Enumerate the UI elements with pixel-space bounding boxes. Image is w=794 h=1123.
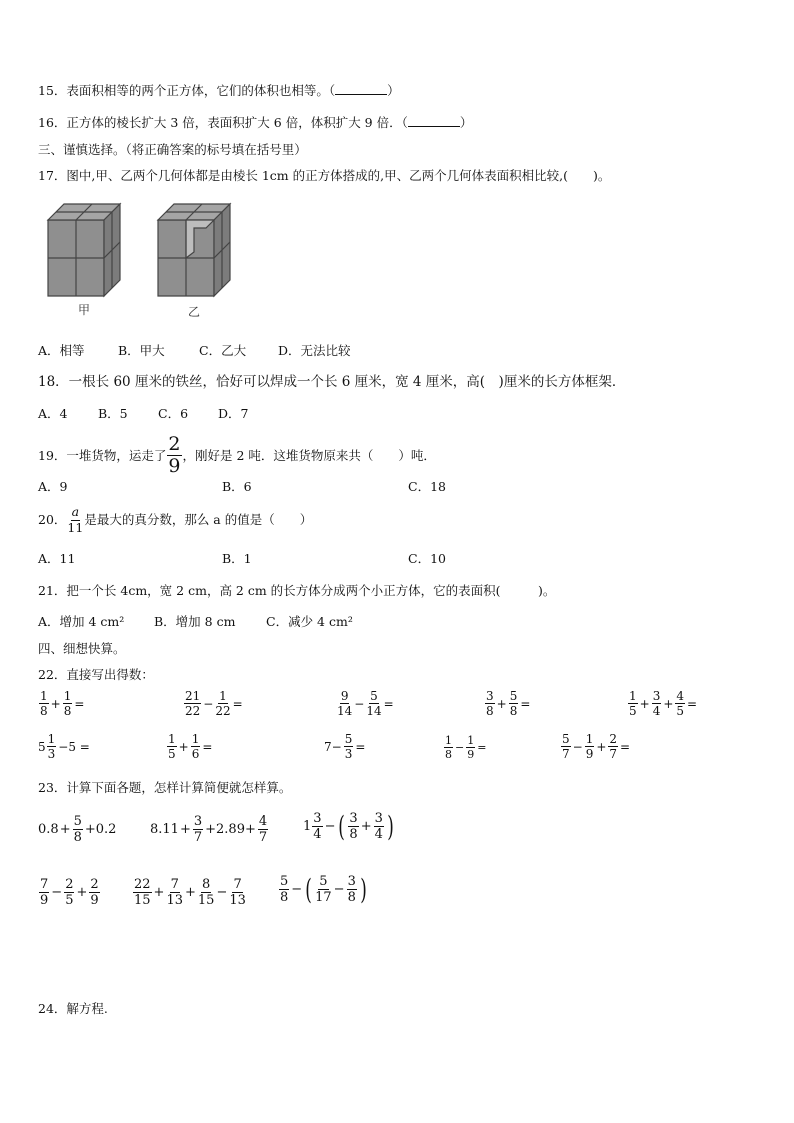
option-a[interactable]: A．4 — [38, 406, 68, 421]
cube-figures — [38, 196, 258, 324]
expression: 7− $\frac{5}{3}$ = — [324, 732, 366, 761]
option-b[interactable]: B．5 — [98, 406, 128, 421]
fraction: $\frac{2}{9}$ — [168, 433, 181, 477]
question-18: 18．一根长 60 厘米的铁丝，恰好可以焊成一个长 6 厘米，宽 4 厘米，高( )厘米的长方体框架． — [38, 374, 626, 390]
expression: $\frac{22}{15}$ + $\frac{7}{13}$ + $\frac{8}{15}$ − $\frac{7}{13}$ — [134, 877, 246, 908]
option-a[interactable]: A．11 — [38, 551, 76, 566]
question-17: 17．图中,甲、乙两个几何体都是由棱长 1cm 的正方体搭成的,甲、乙两个几何体表面积相比较,( )。 — [38, 168, 611, 183]
expression: $\frac{21}{22}$ − $\frac{1}{22}$ = — [185, 689, 243, 718]
option-a[interactable]: A．相等 — [38, 343, 85, 358]
option-c[interactable]: C．10 — [408, 551, 446, 566]
expression: $\frac{1}{8}$ + $\frac{1}{8}$ = — [40, 689, 85, 718]
question-16: 16．正方体的棱长扩大 3 倍，表面积扩大 6 倍，体积扩大 9 倍．（ ） — [38, 115, 473, 130]
section-3-heading: 三、谨慎选择。（将正确答案的标号填在括号里） — [38, 142, 307, 157]
option-a[interactable]: A．9 — [38, 479, 68, 494]
question-23-title: 23．计算下面各题，怎样计算简便就怎样算。 — [38, 780, 292, 795]
option-a[interactable]: A．增加 4 cm² — [38, 614, 125, 629]
section-4-heading: 四、细想快算。 — [38, 641, 126, 656]
expression: $\frac{1}{5}$ + $\frac{3}{4}$ + $\frac{4}{5}$ = — [629, 689, 698, 718]
label-jia: 甲 — [78, 303, 91, 317]
option-c[interactable]: C．减少 4 cm² — [266, 614, 353, 629]
option-b[interactable]: B．6 — [222, 479, 252, 494]
expression: $\frac{5}{7}$ − $\frac{1}{9}$ + $\frac{2}{7}$ = — [562, 732, 631, 761]
expression: $\frac{3}{8}$ + $\frac{5}{8}$ = — [486, 689, 531, 718]
question-24-title: 24．解方程. — [38, 1001, 108, 1016]
option-c[interactable]: C．18 — [408, 479, 446, 494]
answer-blank[interactable] — [335, 84, 387, 95]
option-b[interactable]: B．甲大 — [118, 343, 165, 358]
question-20: 20． $\frac{a}{11}$ 是最大的真分数，那么 a 的值是（ ） — [38, 504, 313, 535]
figure-jia — [48, 204, 120, 296]
option-d[interactable]: D．7 — [218, 406, 249, 421]
option-d[interactable]: D．无法比较 — [278, 343, 351, 358]
option-c[interactable]: C．6 — [158, 406, 189, 421]
option-b[interactable]: B．1 — [222, 551, 252, 566]
question-19: 19．一堆货物，运走了 $\frac{2}{9}$ ，刚好是 2 吨．这堆货物原来共（ ）吨． — [38, 433, 436, 477]
answer-blank[interactable] — [408, 116, 460, 127]
expression: $\frac{1}{8}$ − $\frac{1}{9}$ = — [445, 734, 487, 761]
expression: $\frac{1}{5}$ + $\frac{1}{6}$ = — [168, 732, 213, 761]
expression: 5 $\frac{1}{3}$ −5 = — [38, 732, 90, 761]
expression: $\frac{9}{14}$ − $\frac{5}{14}$ = — [337, 689, 394, 718]
expression: 8.11 + $\frac{3}{7}$ +2.89+ $\frac{4}{7}$ — [150, 814, 268, 845]
expression: $\frac{5}{8}$ − ( $\frac{5}{17}$ − $\frac{3}{8}$ ) — [280, 872, 367, 906]
question-22-title: 22．直接写出得数： — [38, 667, 154, 682]
option-b[interactable]: B．增加 8 cm — [154, 614, 236, 629]
expression: $\frac{7}{9}$ − $\frac{2}{5}$ + $\frac{2}{9}$ — [40, 877, 99, 908]
fraction: $\frac{a}{11}$ — [67, 504, 84, 535]
expression: 1 $\frac{3}{4}$ − ( $\frac{3}{8}$ + $\frac{3}{4}$ ) — [303, 809, 394, 843]
expression: 0.8 + $\frac{5}{8}$ +0.2 — [38, 814, 117, 845]
question-21: 21．把一个长 4cm，宽 2 cm，高 2 cm 的长方体分成两个小正方体，它的表面积( )。 — [38, 583, 556, 598]
question-15: 15．表面积相等的两个正方体，它们的体积也相等。（ ） — [38, 83, 400, 98]
label-yi: 乙 — [188, 305, 201, 319]
option-c[interactable]: C．乙大 — [199, 343, 247, 358]
figure-yi — [158, 204, 230, 296]
